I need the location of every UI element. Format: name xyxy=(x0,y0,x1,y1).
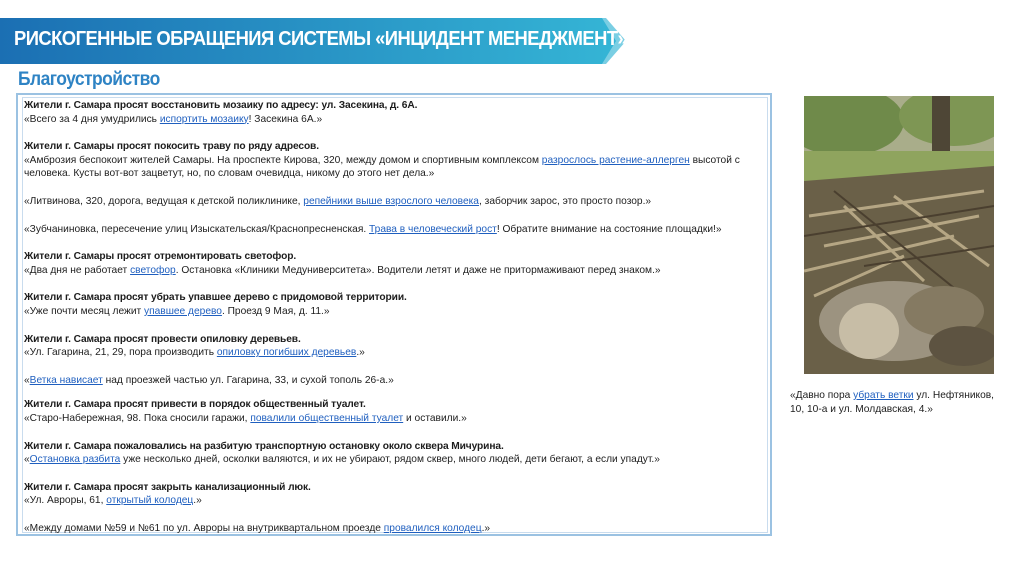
complaint-link[interactable]: разрослось растение-аллерген xyxy=(541,154,690,166)
complaint-text: «Ветка нависает над проезжей частью ул. Гагарина, 33, и сухой тополь 26-а.» xyxy=(24,374,394,386)
complaint-text: «Ул. Гагарина, 21, 29, пора производить опиловку погибших деревьев.» xyxy=(24,347,365,359)
photo-illustration xyxy=(804,96,994,374)
page-title: РИСКОГЕННЫЕ ОБРАЩЕНИЯ СИСТЕМЫ «ИНЦИДЕНТ МЕНЕДЖМЕНТ» xyxy=(14,28,628,50)
complaint-link[interactable]: провалился колодец xyxy=(383,522,482,534)
complaint-text: «Уже почти месяц лежит упавшее дерево. Проезд 9 Мая, д. 11.» xyxy=(24,305,330,317)
complaint-heading: Жители г. Самара просят убрать упавшее дерево с придомовой территории. xyxy=(24,292,407,304)
complaint-heading: Жители г. Самары просят покосить траву по ряду адресов. xyxy=(24,141,319,153)
list-item xyxy=(24,333,764,360)
complaint-link[interactable]: Трава в человеческий рост xyxy=(369,223,497,235)
list-item xyxy=(24,195,764,209)
list-item xyxy=(24,522,764,536)
complaint-link[interactable]: открытый колодец xyxy=(106,495,194,507)
complaint-text: «Остановка разбита уже несколько дней, осколки валяются, и их не убирают, рядом сквер, много людей, дети бегают, а если упадут.» xyxy=(24,454,660,466)
complaint-link[interactable]: светофор xyxy=(130,264,176,276)
list-item xyxy=(24,223,764,237)
complaint-text: «Старо-Набережная, 98. Пока сносили гаражи, повалили общественный туалет и оставили.» xyxy=(24,412,467,424)
list-item xyxy=(24,374,764,388)
complaint-link[interactable]: Ветка нависает xyxy=(29,374,103,386)
complaint-link[interactable]: Остановка разбита xyxy=(29,454,121,466)
complaint-heading: Жители г. Самара пожаловались на разбитую транспортную остановку около сквера Мичурина. xyxy=(24,440,504,452)
complaint-heading: Жители г. Самара просят закрыть канализационный люк. xyxy=(24,481,311,493)
title-banner xyxy=(0,18,626,64)
list-item xyxy=(24,99,764,126)
list-item xyxy=(24,440,764,467)
complaint-heading: Жители г. Самара просят восстановить мозаику по адресу: ул. Засекина, д. 6А. xyxy=(24,100,418,111)
complaint-text: «Ул. Авроры, 61, открытый колодец.» xyxy=(24,495,202,507)
complaint-text: «Два дня не работает светофор. Остановка «Клиники Медуниверситета». Водители летят и даже не притормаживают перед знаком.» xyxy=(24,264,661,276)
complaint-heading: Жители г. Самара просят провести опиловку деревьев. xyxy=(24,333,301,345)
fallen-branches-photo xyxy=(804,96,994,374)
list-item xyxy=(24,140,764,181)
section-subtitle: Благоустройство xyxy=(18,69,160,90)
complaint-text: «Между домами №59 и №61 по ул. Авроры на внутриквартальном проезде провалился колодец.» xyxy=(24,522,491,534)
complaint-link[interactable]: упавшее дерево xyxy=(144,305,222,317)
list-item xyxy=(24,481,764,508)
complaint-heading: Жители г. Самара просят привести в порядок общественный туалет. xyxy=(24,399,366,411)
complaints-list xyxy=(24,99,764,549)
list-item xyxy=(24,291,764,318)
complaint-text: «Литвинова, 320, дорога, ведущая к детской поликлинике, репейники выше взрослого человека, заборчик зарос, это просто позор.» xyxy=(24,195,652,207)
list-item xyxy=(24,250,764,277)
photo-caption: «Давно пора убрать ветки ул. Нефтяников, 10, 10-а и ул. Молдавская, 4.» xyxy=(790,390,994,415)
caption-link[interactable]: убрать ветки xyxy=(853,390,914,401)
complaint-link[interactable]: опиловку погибших деревьев xyxy=(216,347,357,359)
complaint-text: «Зубчаниновка, пересечение улиц Изыскательская/Краснопресненская. Трава в человеческий рост! Обратите внимание на состояние площадки!» xyxy=(24,223,722,235)
complaint-link[interactable]: репейники выше взрослого человека xyxy=(303,195,479,207)
complaint-text: «Всего за 4 дня умудрились испортить мозаику! Засекина 6А.» xyxy=(24,113,323,125)
list-item xyxy=(24,398,764,425)
complaint-link[interactable]: повалили общественный туалет xyxy=(250,412,404,424)
complaint-heading: Жители г. Самары просят отремонтировать светофор. xyxy=(24,251,297,263)
complaint-link[interactable]: испортить мозаику xyxy=(159,113,249,125)
complaint-text: «Амброзия беспокоит жителей Самары. На проспекте Кирова, 320, между домом и спортивным комплексом разрослось растение-аллерген высотой с человека. Кусты вот-вот зацветут, но, по словам очевидца, никому до этого нет дела.» xyxy=(24,154,740,180)
